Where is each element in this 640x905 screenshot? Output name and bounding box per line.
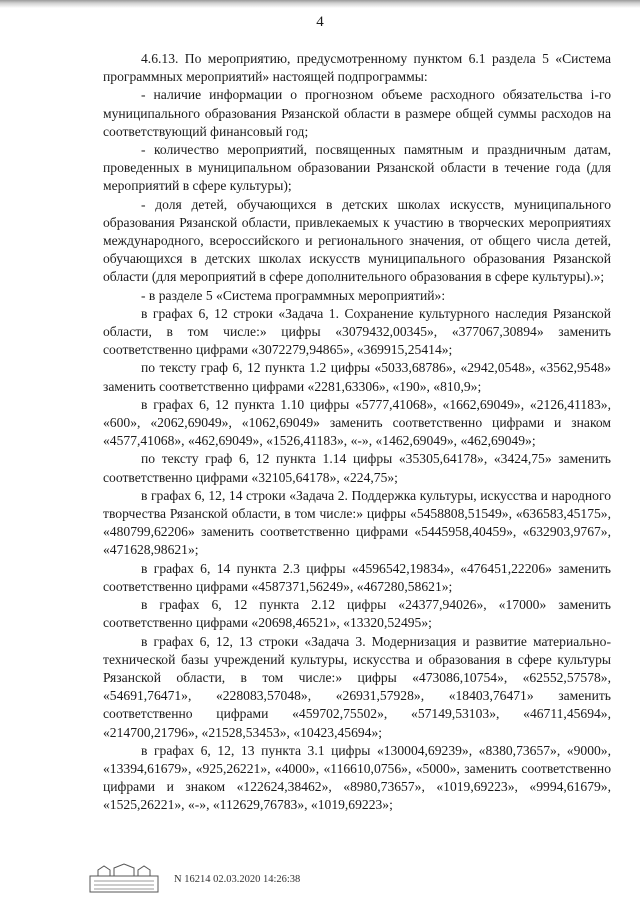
page-number: 4 (316, 14, 324, 30)
paragraph-item-2-3: в графах 6, 14 пункта 2.3 цифры «4596542,19834», «476451,22206» заменить соответственно цифрами «4587371,56249», «467280,58621»; (103, 560, 611, 594)
paragraph-task-1: в графах 6, 12 строки «Задача 1. Сохранение культурного наследия Рязанской области, в том числе:» цифры «3079432,00345», «377067,30894» заменить соответственно цифрами «3072279,94865», «369915,25414»; (103, 305, 611, 358)
registry-seal-icon (88, 862, 160, 894)
paragraph-item-1-14: по тексту граф 6, 12 пункта 1.14 цифры «35305,64178», «3424,75» заменить соответственно цифрами «32105,64178», «224,75»; (103, 451, 611, 485)
paragraph-item-2-12: в графах 6, 12 пункта 2.12 цифры «24377,94026», «17000» заменить соответственно цифрами «20698,46521», «13320,52495»; (103, 597, 611, 631)
paragraph-task-3: в графах 6, 12, 13 строки «Задача 3. Модернизация и развитие материально-технической базы учреждений культуры, искусства и образования в сфере культуры Рязанской области, в том числе:» цифры «473086,10754», «62552,57578», «54691,76471», «228083,57048», «26931,57928», «18403,76471» заменить соответственно цифрами «459702,75502», «57149,53103», «46711,45694», «214700,21796», «21528,53453», «10423,45694»; (103, 633, 611, 740)
paragraph-4-6-13: 4.6.13. По мероприятию, предусмотренному пунктом 6.1 раздела 5 «Система программных мероприятий» настоящей подпрограммы: (103, 51, 611, 85)
paragraph-item-1-10: в графах 6, 12 пункта 1.10 цифры «5777,41068», «1662,69049», «2126,41183», «600», «2062,69049», «1062,69049» заменить соответственно цифрами и знаком «4577,41068», «462,69049», «1526,41183», «-», «1462,69049», «462,69049»; (103, 396, 611, 449)
section-5-heading: - в разделе 5 «Система программных мероприятий»: (141, 287, 446, 303)
bullet-events-count: - количество мероприятий, посвященных памятным и праздничным датам, проведенных в муниципальном образовании Рязанской области в течение года (для мероприятий в сфере культуры); (103, 142, 611, 194)
footer (88, 862, 388, 896)
bullet-children-share: - доля детей, обучающихся в детских школах искусств, муниципального образования Рязанской области, привлекаемых к участию в творческих мероприятиях международного, всероссийского и регионального значения, от общего числа детей, обучающихся в детских школах искусств муниципального образования Рязанской области (для мероприятий в сфере дополнительного образования в сфере культуры).»; (103, 196, 611, 285)
registration-stamp: N 16214 02.03.2020 14:26:38 (174, 874, 301, 885)
paragraph-item-3-1: в графах 6, 12, 13 пункта 3.1 цифры «130004,69239», «8380,73657», «9000», «13394,61679», «925,26221», «4000», «116610,0756», «5000», заменить соответственно цифрами и знаком «122624,38462», «8980,73657», «1019,69223», «9994,61679», «1525,26221», «-», «112629,76783», «1019,69223»; (103, 742, 611, 813)
paragraph-item-1-2: по тексту граф 6, 12 пункта 1.2 цифры «5033,68786», «2942,0548», «3562,9548» заменить соответственно цифрами «2281,63306», «190», «810,9»; (103, 360, 611, 394)
paragraph-task-2: в графах 6, 12, 14 строки «Задача 2. Поддержка культуры, искусства и народного творчества Рязанской области, в том числе:» цифры «5458808,51549», «636583,45175», «480799,62206» заменить соответственно цифрами «5445958,40459», «632903,9767», «471628,98621»; (103, 487, 611, 558)
scan-edge (0, 0, 640, 8)
bullet-forecast-volume: - наличие информации о прогнозном объеме расходного обязательства i-го муниципального образования Рязанской области в размере общей суммы расходов на соответствующий финансовый год; (103, 87, 611, 139)
document-body (103, 50, 611, 815)
